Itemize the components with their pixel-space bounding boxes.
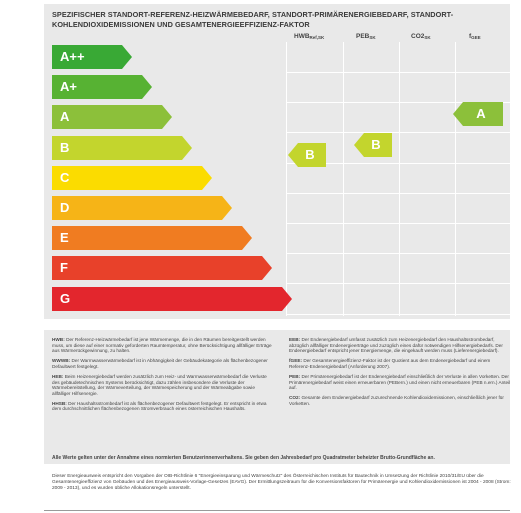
grid-line xyxy=(286,72,510,73)
column-header-peb-sub: SK xyxy=(369,35,376,40)
efficiency-class-aplus xyxy=(52,75,152,99)
definition-text: Der Primärenergiebedarf ist der Endenergiebedarf einschließlich der Verluste in allen Vorketten. Der Primärenergiebedarf weist einen erneuerbaren (PEBern.) und einen nicht erneuerbaren (PEB n.ern.) Anteil auf. xyxy=(289,373,511,391)
column-header-hwb-sub: Ref,SK xyxy=(309,35,325,40)
column-header-fgee xyxy=(469,33,481,40)
definition-text: Der Referenz-Heizwärmebedarf ist jene Wärmemenge, die in den Räumen bereitgestellt werden muss, um diese auf einer normativ geforderten Raumtemperatur, ohne Berücksichtigung allfälliger Erträge aus Wärmerückgewinnung, zu halten. xyxy=(52,337,272,354)
column-header-fgee-main: f xyxy=(469,33,472,40)
definition-co2 xyxy=(289,395,511,406)
efficiency-class-bar xyxy=(52,105,172,129)
definition-wwwb xyxy=(52,358,274,369)
efficiency-class-aplusplus xyxy=(52,45,132,69)
efficiency-class-bar xyxy=(52,196,232,220)
column-header-peb xyxy=(356,33,376,40)
efficiency-class-f xyxy=(52,256,272,280)
efficiency-class-a xyxy=(52,105,172,129)
rating-marker-hwb-label: B xyxy=(305,147,315,162)
definition-term: CO2: xyxy=(289,395,301,401)
efficiency-class-e xyxy=(52,226,252,250)
efficiency-class-d xyxy=(52,196,232,220)
definition-term: HEB: xyxy=(52,373,64,379)
grid-line xyxy=(343,42,344,316)
efficiency-class-b xyxy=(52,136,192,160)
grid-line xyxy=(286,42,287,316)
grid-line xyxy=(286,283,510,284)
grid-line xyxy=(455,42,456,316)
rating-marker-fgee-label: A xyxy=(476,106,486,121)
column-header-co2 xyxy=(411,33,431,40)
grid-line xyxy=(286,314,510,315)
definition-term: PEB: xyxy=(289,373,301,379)
rating-marker-fgee xyxy=(453,102,503,126)
definition-text: Der Warmwasserwärmebedarf ist in Abhängigkeit der Gebäudekategorie als flächenbezogener Defaultwert festgelegt. xyxy=(52,358,268,369)
efficiency-class-bar xyxy=(52,166,212,190)
efficiency-class-label: A xyxy=(60,109,70,124)
definitions-right xyxy=(289,337,511,411)
definition-fgee xyxy=(289,358,511,369)
definition-term: EEB: xyxy=(289,337,301,342)
footer-rule xyxy=(44,510,510,511)
definitions-left xyxy=(52,337,274,417)
efficiency-class-label: B xyxy=(60,140,70,155)
definition-text: Beim Heizenergiebedarf werden zusätzlich zum Heiz- und Warmwasserwärmebedarf die Verluste des gebäudetechnischen Systems berücksichtigt, dazu zählen insbesondere die Verluste der Wärmebereitstellung, der Wärmeverteilung, der Wärmespeicherung und der Wärmeabgabe sowie allfälliger Hilfsenergie. xyxy=(52,373,267,396)
definition-eeb xyxy=(289,337,511,354)
grid-line xyxy=(286,193,510,194)
column-header-peb-main: PEB xyxy=(356,33,370,40)
grid-line xyxy=(286,223,510,224)
definition-text: Gesamte dem Endenergiebedarf zuzurechnende Kohlendioxidemissionen, einschließlich jener für Vorketten. xyxy=(289,395,504,406)
assumption-note: Alle Werte gelten unter der Annahme eines normierten Benutzerinnenverhaltens. Sie geben den Jahresbedarf pro Quadratmeter beheizter Brutto-Grundfläche an. xyxy=(52,455,435,461)
page-title: SPEZIFISCHER STANDORT-REFERENZ-HEIZWÄRMEBEDARF, STANDORT-PRIMÄRENERGIEBEDARF, STANDORT-KOHLENDIOXIDEMISSIONEN UND GESAMTENERGIEEFFIZIENZ-FAKTOR xyxy=(52,10,454,29)
efficiency-class-bar xyxy=(52,256,272,280)
efficiency-class-label: E xyxy=(60,230,69,245)
efficiency-class-label: F xyxy=(60,260,68,275)
grid-line xyxy=(286,253,510,254)
grid-line xyxy=(286,132,510,133)
efficiency-class-label: A+ xyxy=(60,79,77,94)
definition-hhsb xyxy=(52,401,274,412)
efficiency-class-label: G xyxy=(60,291,71,306)
rating-marker-hwb xyxy=(288,143,326,167)
efficiency-class-bar xyxy=(52,287,292,311)
grid-line xyxy=(399,42,400,316)
column-header-co2-sub: SK xyxy=(424,35,431,40)
definition-text: Der Gesamtenergieeffizienz-Faktor ist der Quotient aus dem Endenergiebedarf und einem Referenz-Endenergiebedarf (Anforderung 2007). xyxy=(289,358,491,369)
definition-text: Der Haushaltsstrombedarf ist als flächenbezogener Defaultwert festgelegt. Er entspricht in etwa dem durchschnittlichen flächenbezogenen Stromverbrauch eines österreichischen Haushalts. xyxy=(52,400,267,412)
definition-hwb xyxy=(52,337,274,354)
efficiency-class-bar xyxy=(52,226,252,250)
column-header-hwb-main: HWB xyxy=(294,33,310,40)
efficiency-class-label: A++ xyxy=(60,49,85,64)
definition-term: HWB: xyxy=(52,337,65,342)
footer-text: Dieser Energieausweis entspricht den Vorgaben der OIB-Richtlinie 6 "Energieeinsparung und Wärmeschutz" des Österreichischen Instituts für Bautechnik in Umsetzung der Richtlinie 2010/31/EU über die Gesamtenergieeffizienz von Gebäuden und des Energieausweis-Vorlage-Gesetzes (EAVG). Der Ermittlungszeitraum für die Konversionsfaktoren für Primärenergie und Kohlendioxidemissionen ist 2004 - 2008 (Strom: 2009 - 2013), und es wurden übliche Allokationsregeln unterstellt. xyxy=(52,474,511,491)
definition-term: WWWB: xyxy=(52,358,71,364)
column-header-co2-main: CO2 xyxy=(411,33,425,40)
efficiency-class-label: C xyxy=(60,170,70,185)
rating-marker-peb-label: B xyxy=(371,137,381,152)
efficiency-class-label: D xyxy=(60,200,70,215)
definition-text: Der Endenergiebedarf umfasst zusätzlich zum Heizenergiebedarf den Haushaltsstrombedarf, abzüglich allfälliger Endenergieerträge und zuzüglich eines dafür notwendigen Hilfsenergiebedarfs. Der Endenergiebedarf entspricht jener Energiemenge, die eingekauft werden muss (Lieferenergiebedarf). xyxy=(289,337,503,354)
definition-term: fGEE: xyxy=(289,358,303,364)
efficiency-class-g xyxy=(52,287,292,311)
definition-heb xyxy=(52,374,274,396)
definition-term: HHSB: xyxy=(52,400,67,406)
efficiency-class-bar xyxy=(52,136,192,160)
rating-marker-peb xyxy=(354,133,392,157)
definition-peb xyxy=(289,374,511,391)
column-header-hwb xyxy=(294,33,324,40)
efficiency-class-c xyxy=(52,166,212,190)
column-header-fgee-sub: GEE xyxy=(471,35,481,40)
